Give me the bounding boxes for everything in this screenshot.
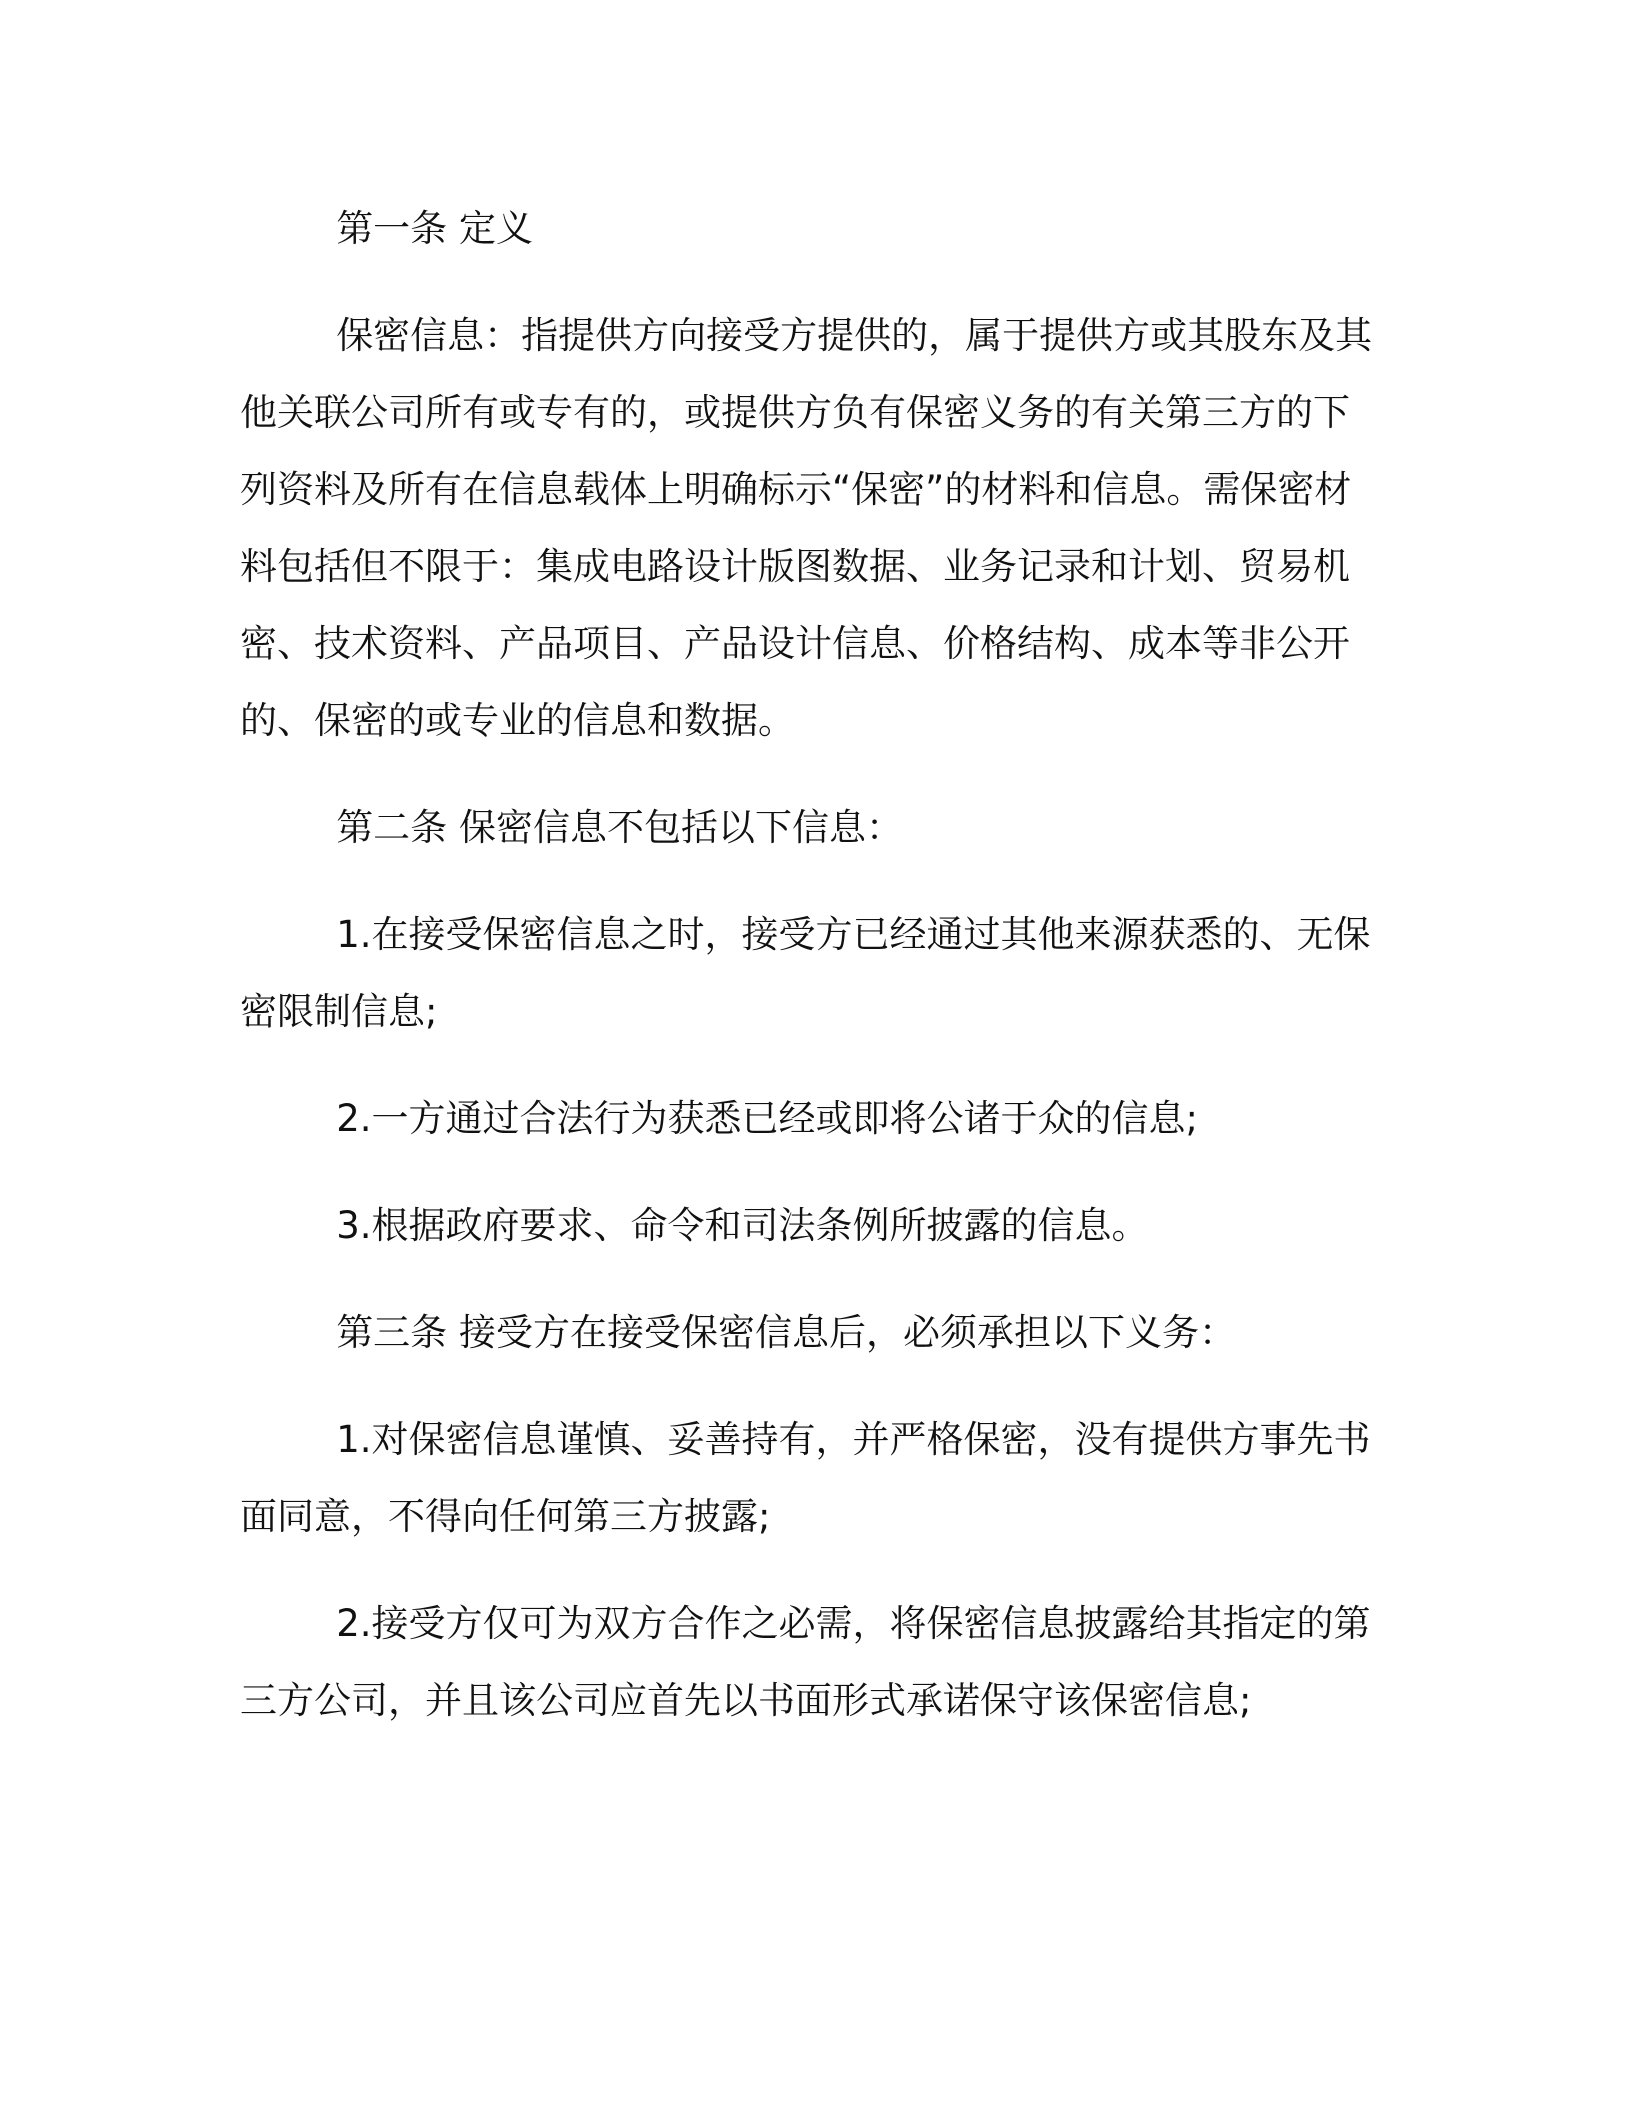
article2-item-2: 2.一方通过合法行为获悉已经或即将公诸于众的信息; [336, 1097, 1198, 1140]
article3-item-2: 2.接受方仅可为双方合作之必需，将保密信息披露给其指定的第三方公司，并且该公司应首先以书面形式承诺保守该保密信息; [240, 1602, 1371, 1722]
document-content [240, 190, 1380, 1769]
article3-heading: 第三条 接受方在接受保密信息后，必须承担以下义务： [336, 1311, 1236, 1354]
article2-heading: 第二条 保密信息不包括以下信息： [336, 806, 903, 849]
article3-item-1: 1.对保密信息谨慎、妥善持有，并严格保密，没有提供方事先书面同意，不得向任何第三方披露; [240, 1418, 1371, 1538]
article2-item-3: 3.根据政府要求、命令和司法条例所披露的信息。 [336, 1204, 1149, 1247]
article1-heading: 第一条 定义 [336, 207, 533, 250]
article2-item-1: 1.在接受保密信息之时，接受方已经通过其他来源获悉的、无保密限制信息; [240, 913, 1371, 1033]
article1-body: 保密信息：指提供方向接受方提供的，属于提供方或其股东及其他关联公司所有或专有的，或提供方负有保密义务的有关第三方的下列资料及所有在信息载体上明确标示“保密”的材料和信息。需保密材料包括但不限于：集成电路设计版图数据、业务记录和计划、贸易机密、技术资料、产品项目、产品设计信息、价格结构、成本等非公开的、保密的或专业的信息和数据。 [240, 314, 1373, 742]
